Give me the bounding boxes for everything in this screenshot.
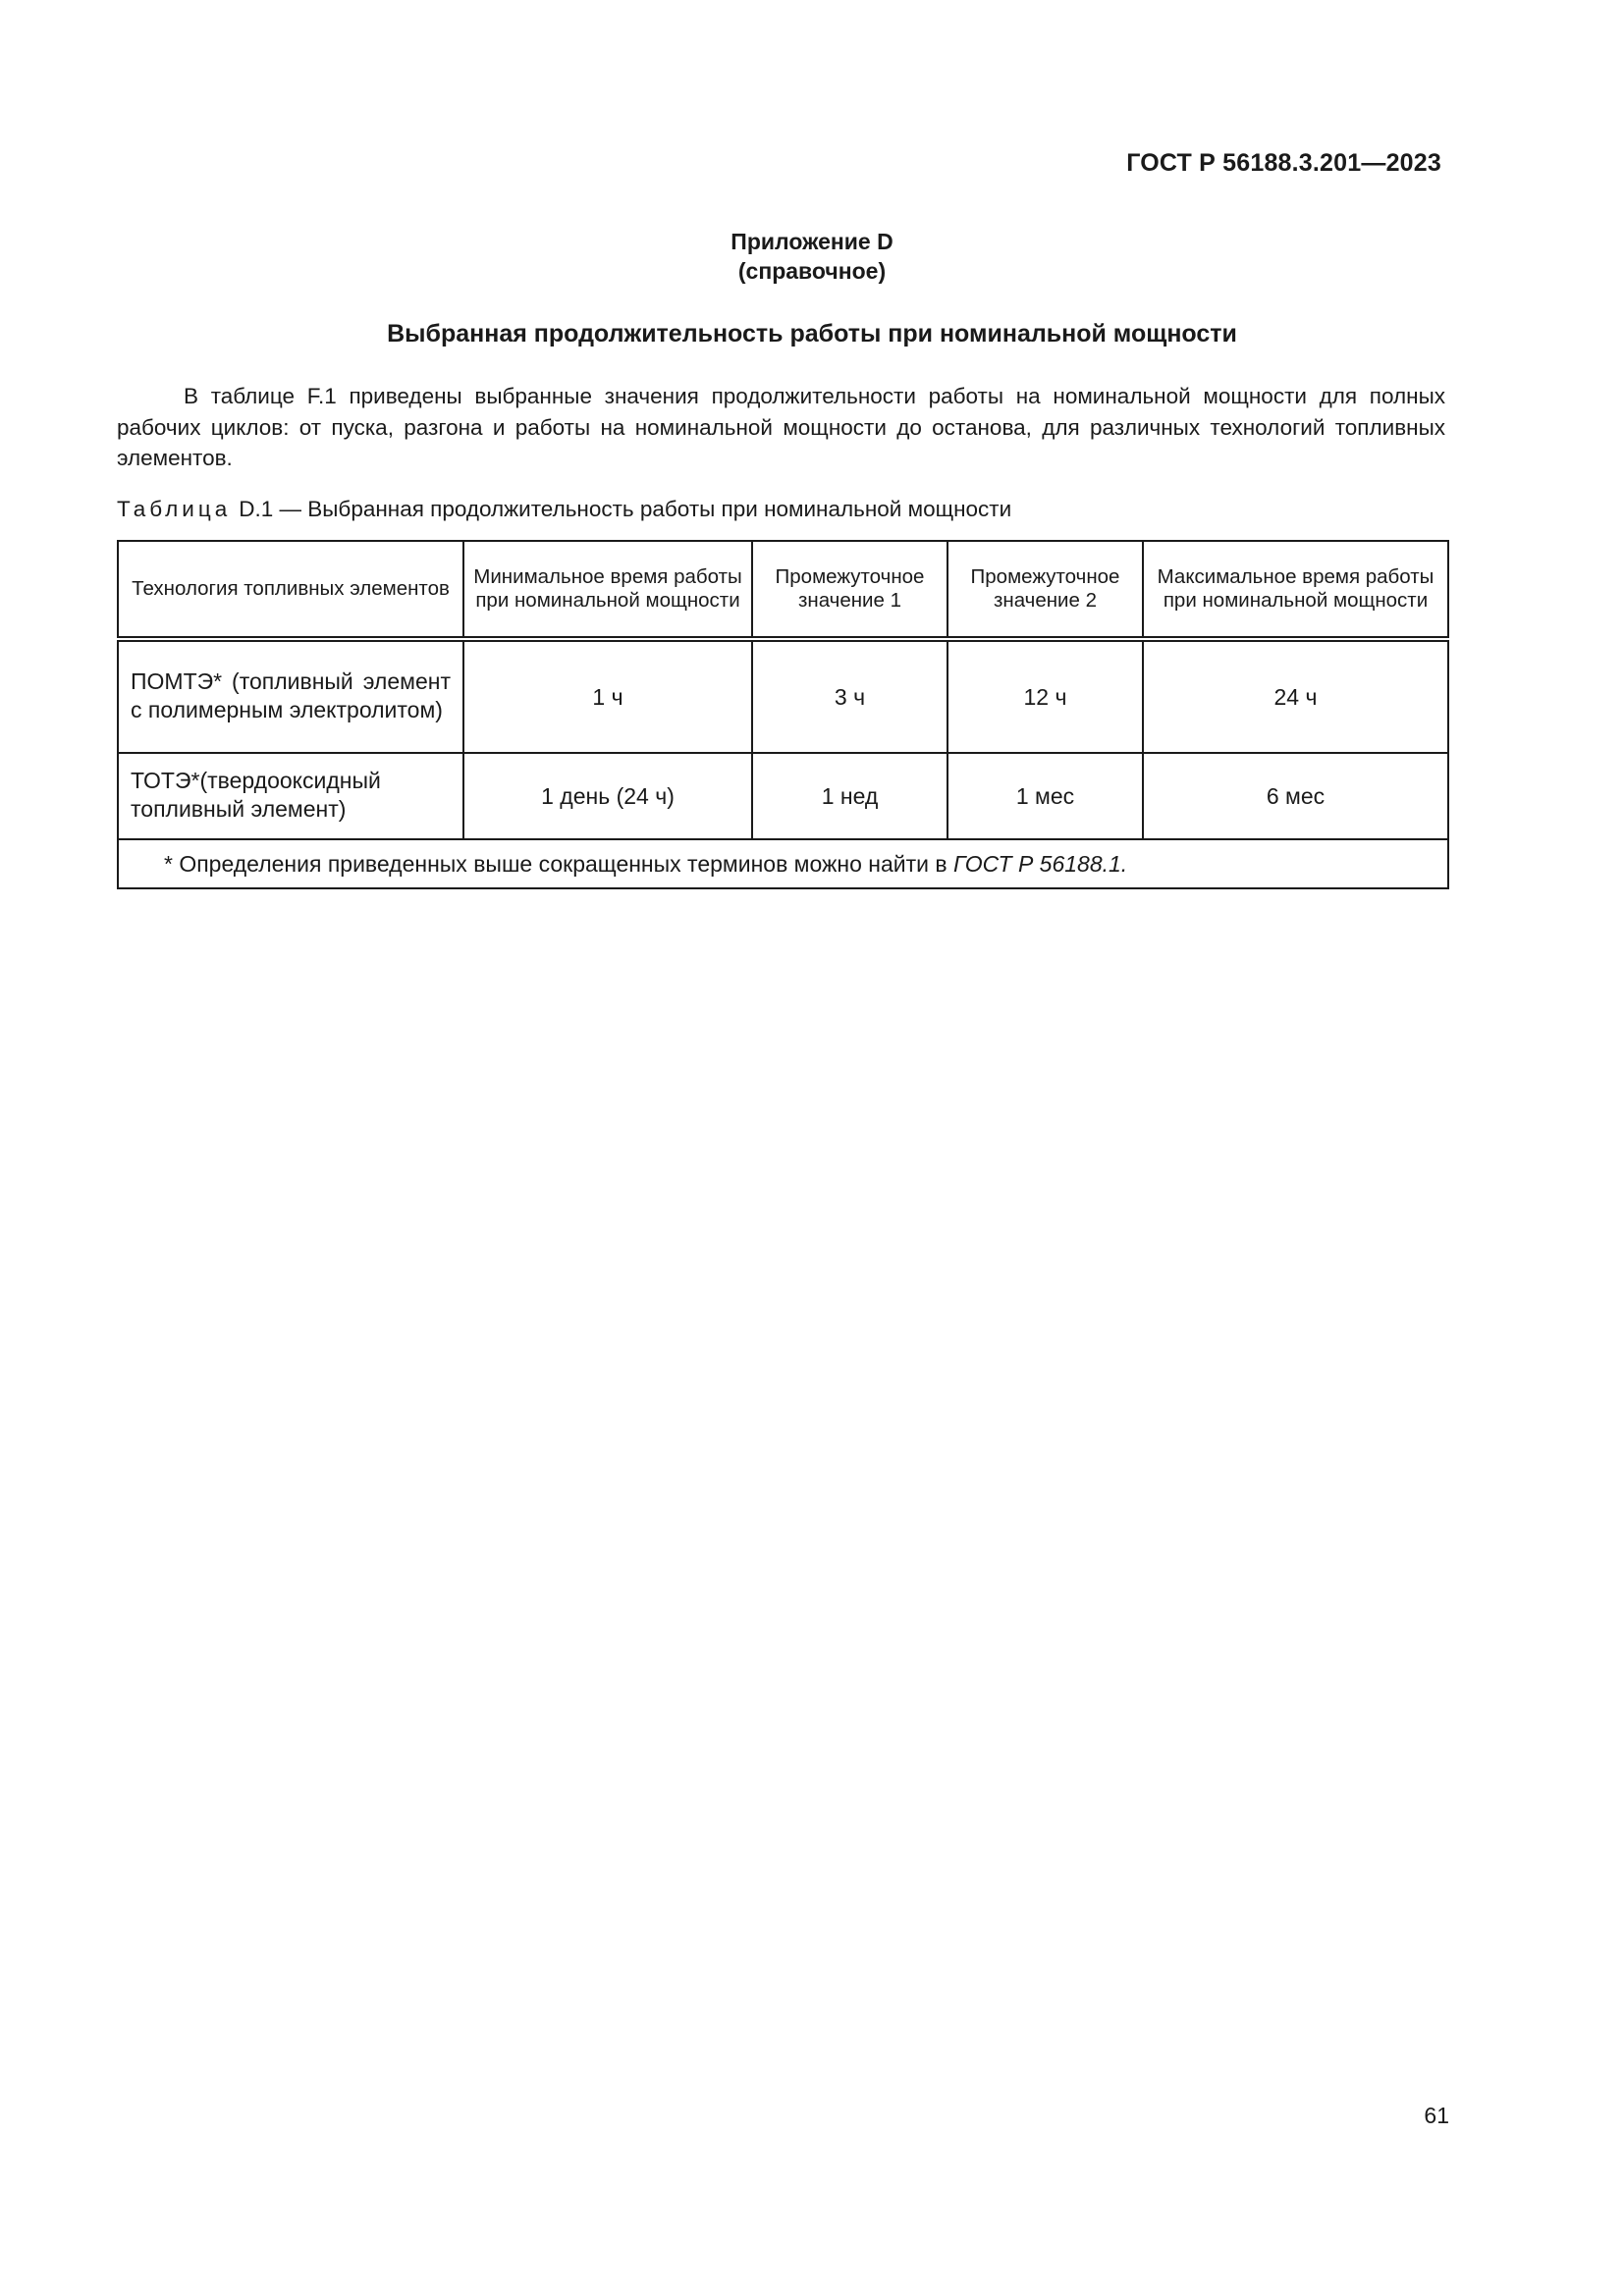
cell-max-time: 6 мес	[1143, 753, 1448, 839]
cell-min-time: 1 день (24 ч)	[463, 753, 752, 839]
header-min-time: Минимальное время работы при номинальной мощности	[463, 541, 752, 639]
intro-paragraph: В таблице F.1 приведены выбранные значения продолжительности работы на номинальной мощности для полных рабочих циклов: от пуска, разгона и работы на номинальной мощности до останова, для различных технологий топливных элементов.	[117, 384, 1445, 470]
header-max-time: Максимальное время работы при номинальной мощности	[1143, 541, 1448, 639]
header-technology: Технология топливных элементов	[118, 541, 463, 639]
appendix-heading	[0, 227, 1624, 286]
cell-min-time: 1 ч	[463, 639, 752, 753]
cell-technology: ПОМТЭ* (топливный элемент с полимерным электролитом)	[118, 639, 463, 753]
table-footnote	[118, 839, 1448, 888]
cell-intermediate-2: 1 мес	[947, 753, 1143, 839]
cell-max-time: 24 ч	[1143, 639, 1448, 753]
duration-table	[117, 540, 1449, 889]
footnote-text: * Определения приведенных выше сокращенных терминов можно найти в	[164, 850, 954, 877]
table-caption	[117, 497, 1011, 522]
header-intermediate-1: Промежуточное значение 1	[752, 541, 947, 639]
cell-technology: ТОТЭ*(твердооксидный топливный элемент)	[118, 753, 463, 839]
appendix-subtitle: (справочное)	[737, 258, 887, 284]
footnote-reference: ГОСТ Р 56188.1.	[953, 850, 1128, 877]
table-footnote-row	[118, 839, 1448, 888]
table-row	[118, 639, 1448, 753]
cell-intermediate-1: 3 ч	[752, 639, 947, 753]
page-number: 61	[1424, 2103, 1449, 2128]
section-title: Выбранная продолжительность работы при номинальной мощности	[387, 320, 1237, 347]
header-intermediate-2: Промежуточное значение 2	[947, 541, 1143, 639]
table-caption-label: Таблица	[117, 497, 232, 521]
table-caption-text: D.1 — Выбранная продолжительность работы при номинальной мощности	[239, 497, 1012, 521]
cell-intermediate-2: 12 ч	[947, 639, 1143, 753]
appendix-title: Приложение D	[731, 229, 893, 254]
table-row	[118, 753, 1448, 839]
table-header-row	[118, 541, 1448, 639]
cell-intermediate-1: 1 нед	[752, 753, 947, 839]
document-code: ГОСТ Р 56188.3.201—2023	[1126, 149, 1441, 177]
